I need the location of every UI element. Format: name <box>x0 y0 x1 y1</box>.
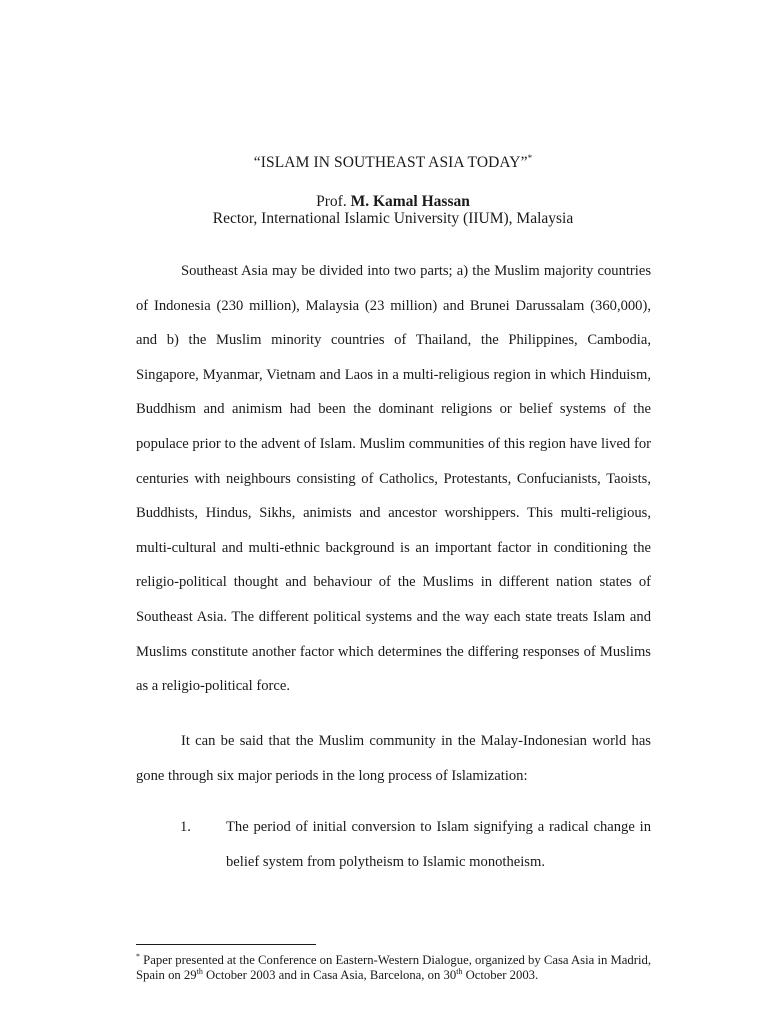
author-name: M. Kamal Hassan <box>350 193 470 210</box>
footnote-marker: * <box>136 951 140 961</box>
footnote-text-b: October 2003 and in Casa Asia, Barcelona, on 30 <box>202 968 457 982</box>
footnote-separator <box>136 944 316 945</box>
footnote-ordinal-a: th <box>196 966 203 976</box>
list-item-text: The period of initial conversion to Islam signifying a radical change in belief system from polytheism to Islamic monotheism. <box>226 819 651 870</box>
footnote-text-a: Paper presented at the Conference on Eastern-Western Dialogue, organized by Casa Asia in Madrid, Spain on 29 <box>136 953 652 982</box>
document-title <box>0 153 768 172</box>
title-footnote-marker: * <box>527 153 533 163</box>
body-paragraph-1: Southeast Asia may be divided into two parts; a) the Muslim majority countries of Indonesia (230 million), Malaysia (23 million) and Brunei Darussalam (360,000), and b) the Muslim minority countries of Thailand, the Philippines, Cambodia, Singapore, Myanmar, Vietnam and Laos in a multi-religious region in which Hinduism, Buddhism and animism had been the dominant religions or belief systems of the populace prior to the advent of Islam. Muslim communities of this region have lived for centuries with neighbours consisting of Catholics, Protestants, Confucianists, Taoists, Buddhists, Hindus, Sikhs, animists and ancestor worshippers. This multi-religious, multi-cultural and multi-ethnic background is an important factor in conditioning the religio-political thought and behaviour of the Muslims in different nation states of Southeast Asia. The different political systems and the way each state treats Islam and Muslims constitute another factor which determines the differing responses of Muslims as a religio-political force. <box>136 263 651 695</box>
author-prefix: Prof. <box>316 193 347 210</box>
body-paragraph-2: It can be said that the Muslim community in the Malay-Indonesian world has gone through six major periods in the long process of Islamization: <box>136 733 651 784</box>
footnote <box>136 953 656 983</box>
list-item-number: 1. <box>180 819 191 835</box>
title-text: “ISLAM IN SOUTHEAST ASIA TODAY” <box>253 154 528 172</box>
author-line <box>0 193 768 211</box>
footnote-ordinal-b: th <box>456 966 463 976</box>
footnote-text-c: October 2003. <box>462 968 539 982</box>
author-affiliation: Rector, International Islamic University (IIUM), Malaysia <box>212 210 574 227</box>
